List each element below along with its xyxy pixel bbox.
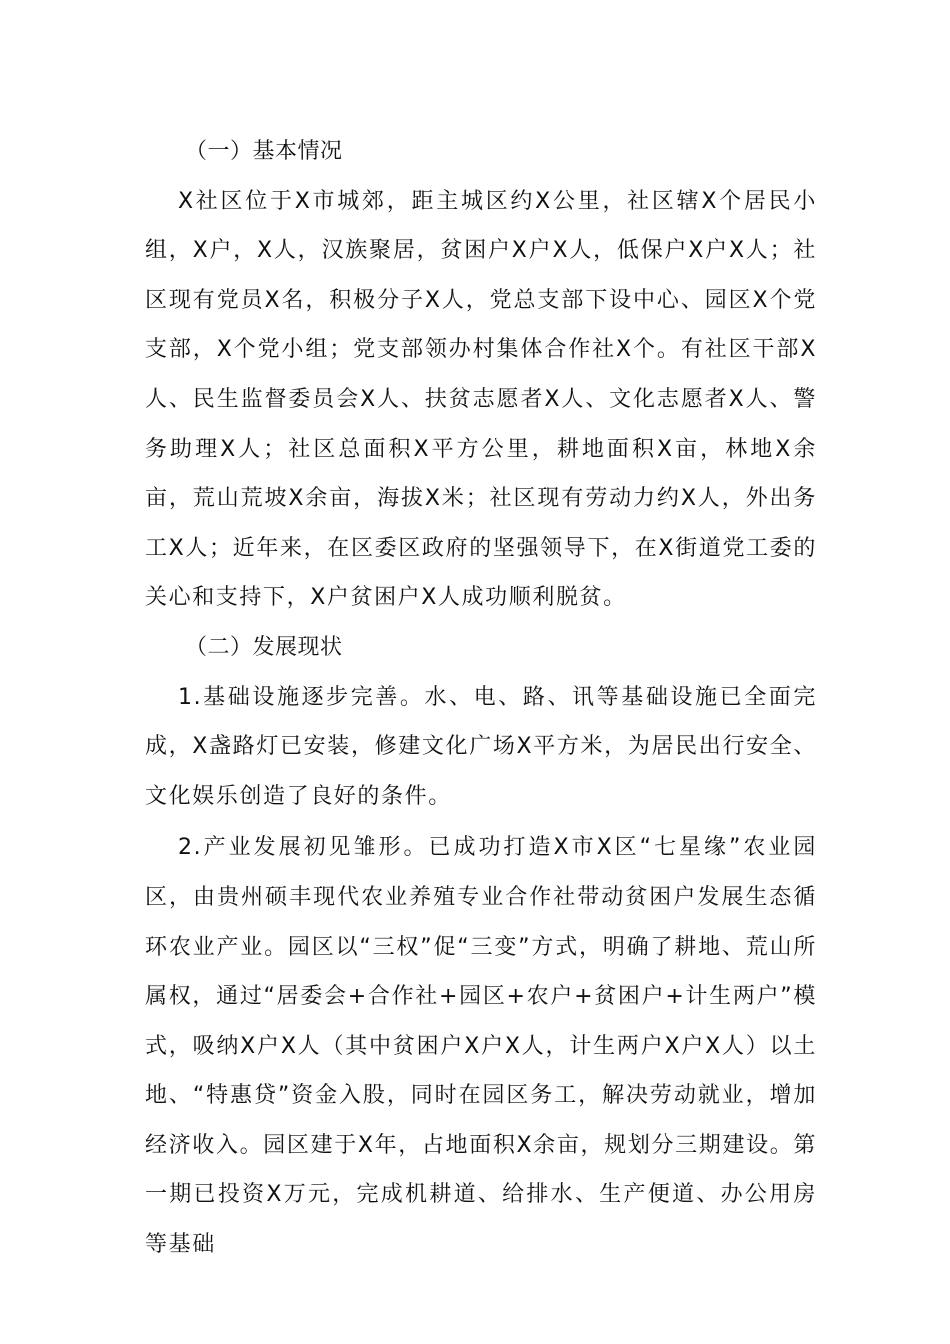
section-heading-development-status: （二）发展现状 [185, 634, 343, 660]
paragraph-industry-development: 2.产业发展初见雏形。已成功打造X市X区“七星缘”农业园区，由贵州硕丰现代农业养殖专业合作社带动贫困户发展生态循环农业产业。园区以“三权”促“三变”方式，明确了耕地、荒山所属权，通过“居委会+合作社+园区+农户+贫困户+计生两户”模式，吸纳X户X人（其中贫困户X户X人，计生两户X户X人）以土地、“特惠贷”资金入股，同时在园区务工，解决劳动就业，增加经济收入。园区建于X年，占地面积X余亩，规划分三期建设。第一期已投资X万元，完成机耕道、给排水、生产便道、办公用房等基础 [145, 835, 817, 1258]
paragraph-infrastructure: 1.基础设施逐步完善。水、电、路、讯等基础设施已全面完成，X盏路灯已安装，修建文化广场X平方米，为居民出行安全、文化娱乐创造了良好的条件。 [145, 684, 817, 809]
section-heading-basic-situation: （一）基本情况 [185, 139, 343, 164]
document-body [145, 127, 817, 1270]
paragraph-basic-situation: X社区位于X市城郊，距主城区约X公里，社区辖X个居民小组，X户，X人，汉族聚居，贫困户X户X人，低保户X户X人；社区现有党员X名，积极分子X人，党总支部下设中心、园区X个党支部，X个党小组；党支部领办村集体合作社X个。有社区干部X人、民生监督委员会X人、扶贫志愿者X人、文化志愿者X人、警务助理X人；社区总面积X平方公里，耕地面积X亩，林地X余亩，荒山荒坡X余亩，海拔X米；社区现有劳动力约X人，外出务工X人；近年来，在区委区政府的坚强领导下，在X街道党工委的关心和支持下，X户贫困户X人成功顺利脱贫。 [145, 188, 817, 611]
